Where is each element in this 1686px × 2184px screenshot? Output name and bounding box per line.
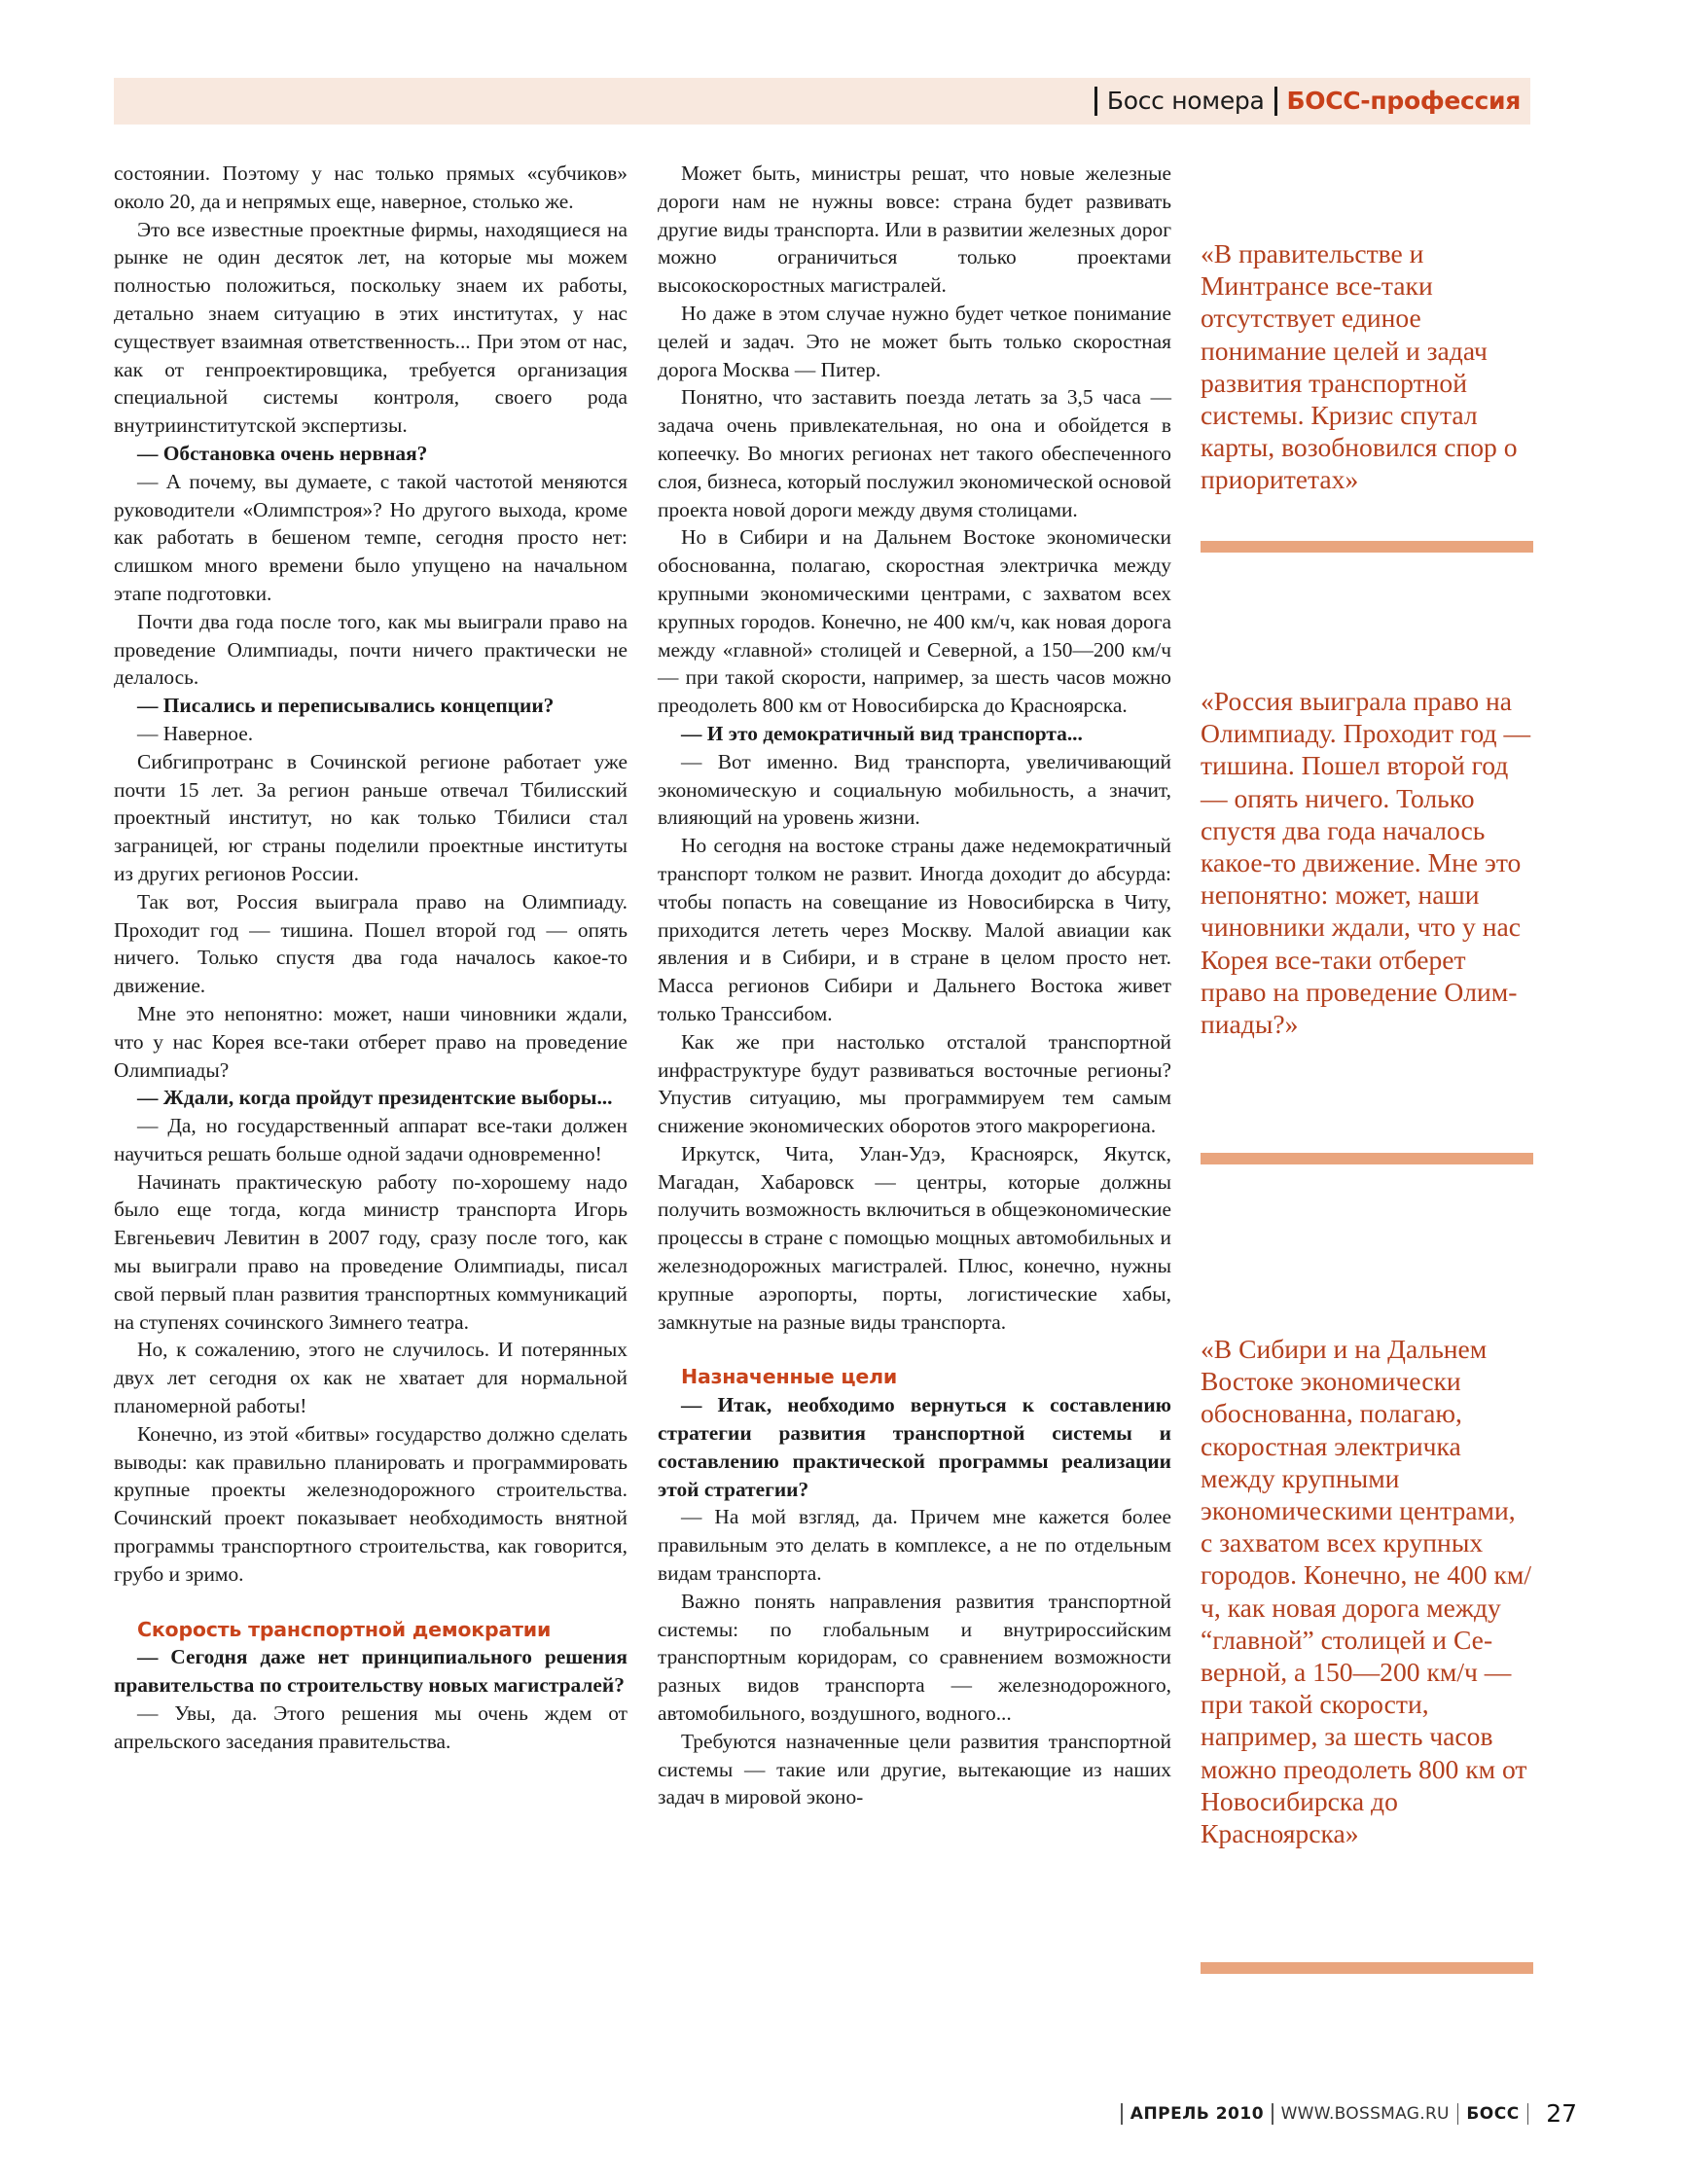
interview-question: — Ждали, когда пройдут президентские выборы... [137, 1086, 613, 1110]
section-header-band [114, 78, 1530, 125]
paragraph: — Наверное. [137, 721, 254, 745]
section-link-boss-nomera[interactable]: Босс номера [1106, 87, 1265, 115]
paragraph: Требуются назначенные цели развития транспортной системы — такие или другие, вытекающие из наших задач в мировой эконо- [658, 1729, 1171, 1809]
paragraph: Понятно, что заставить поезда летать за 3,5 часа — задача очень привлекательная, но она и обойдется в копеечку. Во многих регионах нет такого обеспеченного слоя, бизнеса, который послужил экономической основой проекта новой дороги между двумя столицами. [658, 385, 1171, 521]
paragraph: Так вот, Россия выиграла право на Олимпиаду. Проходит год — тишина. Пошел второй год — опять ничего. Только спустя два года началось какое-то движение. [114, 889, 628, 998]
paragraph: Конечно, из этой «битвы» государство должно сделать выводы: как правильно планировать и программировать крупные проекты железнодорожного строительства. Сочинский проект показывает необходимость внятной программы транспортного строительства, как говорится, грубо и зримо. [114, 1421, 628, 1586]
pull-quote-2: «Россия выиграла право на Олимпиаду. Проходит год — тишина. Пошел второй год — опять ничего. Только спустя два года началось какое-то движение. Мне это непонятно: может, наши чиновники ждали, что у нас Корея все-таки отберет право на проведение Олимпиады?» [1201, 686, 1531, 1040]
divider [1527, 2103, 1529, 2125]
paragraph: Важно понять направления развития транспортной системы: по глобальным и внутрироссийским транспортным коридорам, со сравнением возможности разных видов транспорта — железнодорожного, автомобильного, воздушного, водного... [658, 1589, 1171, 1726]
divider [1274, 87, 1277, 116]
page-footer [1113, 2099, 1577, 2128]
paragraph: Почти два года после того, как мы выиграли право на проведение Олимпиады, почти ничего практически не делалось. [114, 609, 628, 690]
divider [1094, 87, 1097, 116]
paragraph: Это все известные проектные фирмы, находящиеся на рынке не один десяток лет, на которые мы можем полностью положиться, поскольку знаем их работы, детально знаем ситуацию в этих институтах, у нас существует взаимная ответственность... При этом от нас, как от генпроектировщика, требуется организация специальной системы контроля, своего рода внутриинститутской экспертизы. [114, 217, 628, 438]
paragraph: состоянии. Поэтому у нас только прямых «субчиков» около 20, да и непрямых еще, наверное, столько же. [114, 161, 628, 213]
paragraph: Иркутск, Чита, Улан-Удэ, Красноярск, Якутск, Магадан, Хабаровск — центры, которые должны получить возможность включиться в общеэкономические процессы в стране с помощью мощных автомобильных и железнодорожных магистралей. Плюс, конечно, нужны крупные аэропорты, порты, логистические хабы, замкнутые на разные виды транспорта. [658, 1141, 1171, 1334]
paragraph: Но сегодня на востоке страны даже недемократичный транспорт толком не развит. Иногда доходит до абсурда: чтобы попасть на совещание из Новосибирска в Читу, приходится лететь через Москву. Малой авиации как явления и в Сибири, и в стране в целом просто нет. Масса регионов Сибири и Дальнего Востока живет только Транссибом. [658, 834, 1171, 1025]
article-column-1 [114, 160, 628, 1756]
pull-quote-rule [1201, 541, 1533, 553]
spacer [114, 1589, 628, 1616]
section-nav [1085, 84, 1521, 119]
paragraph: — Вот именно. Вид транспорта, увеличивающий экономическую и социальную мобильность, а значит, влияющий на уровень жизни. [658, 749, 1171, 830]
pull-quote-rule [1201, 1962, 1533, 1974]
divider [1272, 2103, 1273, 2125]
paragraph: — Увы, да. Этого решения мы очень ждем от апрельского заседания правительства. [114, 1701, 628, 1753]
spacer [658, 1336, 1171, 1363]
interview-question: — Писались и переписывались концепции? [137, 694, 555, 718]
interview-question: — Итак, необходимо вернуться к составлению стратегии развития транспортной системы и составлению практической программы реализации этой стратегии? [658, 1393, 1171, 1501]
pull-quote-1: «В правительстве и Минтрансе все-таки отсутствует единое понимание целей и задач развития транспортной системы. Кризис спутал карты, возобновился спор о приоритетах» [1201, 238, 1518, 495]
paragraph: — На мой взгляд, да. Причем мне кажется более правильным это делать в комплексе, а не по отдельным видам транспорта. [658, 1505, 1171, 1586]
pull-quote-rule [1201, 1153, 1533, 1164]
article-column-2 [658, 160, 1171, 1811]
section-link-boss-professiya[interactable]: БОСС-профессия [1286, 87, 1521, 115]
paragraph: Но даже в этом случае нужно будет четкое понимание целей и задач. Это не может быть только скоростная дорога Москва — Питер. [658, 301, 1171, 381]
page-number: 27 [1546, 2099, 1577, 2128]
interview-question: — И это демократичный вид транспорта... [681, 721, 1083, 745]
interview-question: — Сегодня даже нет принципиального решения правительства по строительству новых магистралей? [114, 1645, 628, 1698]
magazine-brand: БОСС [1466, 2103, 1520, 2124]
paragraph: Начинать практическую работу по-хорошему надо было еще тогда, когда министр транспорта Игорь Евгеньевич Левитин в 2007 году, сразу после того, как мы выиграли право на проведение Олимпиады, писал свой первый план развития транспортных коммуникаций на ступенях сочинского Зимнего театра. [114, 1169, 628, 1334]
paragraph: Сибгипротранс в Сочинской регионе работает уже почти 15 лет. За регион раньше отвечал Тбилисский проектный институт, но как только Тбилиси стал заграницей, юг страны поделили проектные институты из других регионов России. [114, 749, 628, 885]
issue-date: АПРЕЛЬ 2010 [1130, 2103, 1265, 2124]
section-heading: Назначенные цели [681, 1365, 898, 1389]
divider [1121, 2103, 1123, 2125]
paragraph: Но, к сожалению, этого не случилось. И потерянных двух лет сегодня ох как не хватает для нормальной планомерной работы! [114, 1338, 628, 1418]
website-link[interactable]: WWW.BOSSMAG.RU [1280, 2103, 1450, 2124]
paragraph: Как же при настолько отсталой транспортной инфраструктуре будут развиваться восточные регионы? Упустив ситуацию, мы программируем тем самым снижение экономических оборотов этого макрорегиона. [658, 1029, 1171, 1138]
pull-quote-3: «В Сибири и на Дальнем Востоке экономически обоснованна, полагаю, скоростная электричка между крупными экономическими центрами, с захватом всех крупных городов. Конечно, не 400 км/ч, как новая дорога между “главной” столицей и Северной, а 150—200 км/ч — при такой скорости, например, за шесть часов можно преодолеть 800 км от Новосибирска до Красноярска» [1201, 1334, 1532, 1849]
interview-question: — Обстановка очень нервная? [137, 441, 428, 465]
paragraph: Может быть, министры решат, что новые железные дороги нам не нужны вовсе: страна будет развивать другие виды транспорта. Или в развитии железных дорог можно ограничиться только проектами высокоскоростных магистралей. [658, 161, 1171, 298]
paragraph: Но в Сибири и на Дальнем Востоке экономически обоснованна, полагаю, скоростная электричка между крупными экономическими центрами, с захватом всех крупных городов. Конечно, не 400 км/ч, как новая дорога между «главной» столицей и Северной, а 150—200 км/ч — при такой скорости, например, за шесть часов можно преодолеть 800 км от Новосибирска до Красноярска. [658, 525, 1171, 718]
paragraph: Мне это непонятно: может, наши чиновники ждали, что у нас Корея все-таки отберет право на проведение Олимпиады? [114, 1001, 628, 1082]
divider [1457, 2103, 1459, 2125]
paragraph: — Да, но государственный аппарат все-таки должен научиться решать больше одной задачи одновременно! [114, 1114, 628, 1165]
section-heading: Скорость транспортной демократии [137, 1617, 552, 1641]
paragraph: — А почему, вы думаете, с такой частотой меняются руководители «Олимпстроя»? Но другого выхода, кроме как работать в бешеном темпе, сегодня просто нет: слишком много времени было упущено на начальном этапе подготовки. [114, 469, 628, 605]
